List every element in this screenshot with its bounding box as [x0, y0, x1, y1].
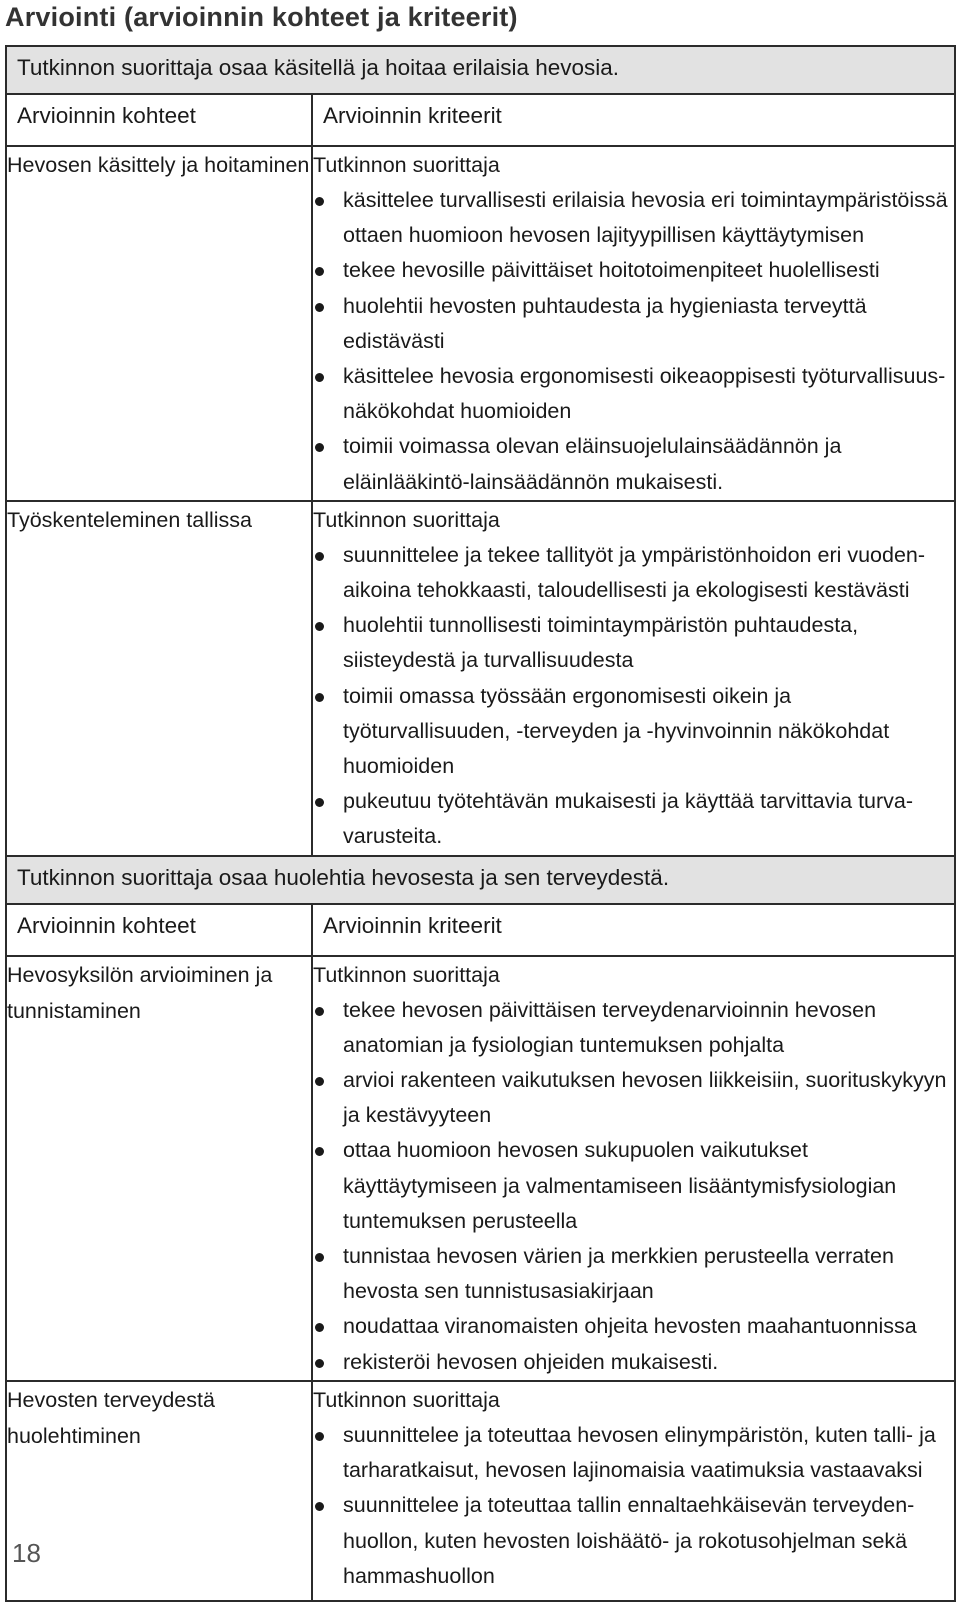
assessment-target: Työskenteleminen tallissa [6, 501, 312, 856]
list-item [313, 1239, 954, 1309]
bullet-icon [315, 303, 324, 312]
bullet-icon [315, 622, 324, 631]
criterion-text: rekisteröi hevosen ohjeiden mukaisesti. [343, 1349, 719, 1374]
list-item [313, 1345, 954, 1380]
criterion-text: huolehtii hevosten puhtaudesta ja hygieniasta terveyttä edistävästi [343, 293, 867, 353]
table-row [6, 146, 955, 501]
assessment-criteria [312, 501, 955, 856]
bullet-icon [315, 1077, 324, 1086]
bullet-icon [315, 1253, 324, 1262]
section-heading: Tutkinnon suorittaja osaa käsitellä ja hoitaa erilaisia hevosia. [6, 46, 955, 94]
list-item [313, 993, 954, 1063]
column-header-kriteerit: Arvioinnin kriteerit [312, 904, 955, 956]
list-item [313, 1309, 954, 1344]
criterion-text: ottaa huomioon hevosen sukupuolen vaikutukset käyttäytymiseen ja valmentamiseen lisääntymisfysiologian tuntemuksen perusteella [343, 1138, 897, 1233]
section-heading-row [6, 46, 955, 94]
column-header-kriteerit: Arvioinnin kriteerit [312, 94, 955, 146]
criterion-text: arvioi rakenteen vaikutuksen hevosen liikkeisiin, suorituskykyyn ja kestävyyteen [343, 1068, 947, 1128]
bullet-icon [315, 373, 324, 382]
criterion-text: toimii voimassa olevan eläinsuojelulainsäädännön ja eläinlääkintö-lainsäädännön mukaisesti. [343, 434, 842, 494]
criterion-text: tekee hevosen päivittäisen terveydenarvioinnin hevosen anatomian ja fysiologian tuntemuksen pohjalta [343, 997, 877, 1057]
criteria-list [313, 183, 954, 500]
page-number: 18 [12, 1538, 41, 1568]
column-header-kohteet: Arvioinnin kohteet [6, 94, 312, 146]
list-item [313, 1133, 954, 1239]
assessment-target: Hevosten terveydestä huolehtiminen [6, 1381, 312, 1601]
criteria-list [313, 993, 954, 1380]
criteria-intro: Tutkinnon suorittaja [313, 153, 500, 177]
page-title: Arviointi (arvioinnin kohteet ja kriteerit) [5, 2, 518, 32]
list-item [313, 183, 954, 253]
list-item [313, 679, 954, 785]
list-item [313, 359, 954, 429]
criterion-text: tekee hevosille päivittäiset hoitotoimenpiteet huolellisesti [343, 258, 880, 283]
list-item [313, 289, 954, 359]
criterion-text: suunnittelee ja toteuttaa tallin ennaltaehkäisevän terveyden-huollon, kuten hevosten loishäätö- ja rokotusohjelman sekä hammashuollon [343, 1493, 915, 1588]
criterion-text: noudattaa viranomaisten ohjeita hevosten maahantuonnissa [343, 1314, 917, 1339]
section-heading: Tutkinnon suorittaja osaa huolehtia hevosesta ja sen terveydestä. [6, 856, 955, 904]
assessment-target: Hevosen käsittely ja hoitaminen [6, 146, 312, 501]
criterion-text: suunnittelee ja tekee tallityöt ja ympäristönhoidon eri vuoden-aikoina tehokkaasti, taloudellisesti ja ekologisesti kestävästi [343, 542, 926, 603]
criterion-text: pukeutuu työtehtävän mukaisesti ja käyttää tarvittavia turva-varusteita. [343, 789, 914, 849]
section-heading-row [6, 856, 955, 904]
assessment-target: Hevosyksilön arvioiminen ja tunnistaminen [6, 956, 312, 1381]
criterion-text: huolehtii tunnollisesti toimintaympäristön puhtaudesta, siisteydestä ja turvallisuudesta [343, 613, 859, 673]
list-item [313, 1488, 954, 1594]
criteria-intro: Tutkinnon suorittaja [313, 1387, 500, 1412]
list-item [313, 253, 954, 288]
list-item [313, 1418, 954, 1488]
criteria-list [313, 538, 954, 855]
bullet-icon [315, 197, 324, 206]
column-header-row [6, 94, 955, 146]
bullet-icon [315, 1323, 324, 1332]
assessment-criteria [312, 956, 955, 1381]
list-item [313, 608, 954, 678]
bullet-icon [315, 1147, 324, 1156]
bullet-icon [315, 552, 324, 561]
bullet-icon [315, 1007, 324, 1016]
bullet-icon [315, 1359, 324, 1368]
table-row [6, 956, 955, 1381]
assessment-criteria [312, 1381, 955, 1601]
criterion-text: toimii omassa työssään ergonomisesti oikein ja työturvallisuuden, -terveyden ja -hyvinvoinnin näkökohdat huomioiden [343, 683, 890, 779]
list-item [313, 784, 954, 854]
bullet-icon [315, 1432, 324, 1441]
column-header-kohteet: Arvioinnin kohteet [6, 904, 312, 956]
bullet-icon [315, 267, 324, 276]
list-item [313, 538, 954, 608]
table-row [6, 1381, 955, 1601]
criterion-text: käsittelee turvallisesti erilaisia hevosia eri toimintaympäristöissä ottaen huomioon hevosen lajityypillisen käyttäytymisen [343, 188, 948, 248]
criteria-intro: Tutkinnon suorittaja [313, 962, 500, 987]
table-row [6, 501, 955, 856]
criteria-list [313, 1418, 954, 1594]
column-header-row [6, 904, 955, 956]
list-item [313, 1063, 954, 1133]
bullet-icon [315, 693, 324, 702]
criteria-intro: Tutkinnon suorittaja [313, 507, 500, 532]
list-item [313, 429, 954, 499]
bullet-icon [315, 1502, 324, 1511]
assessment-table [5, 45, 956, 1602]
criterion-text: tunnistaa hevosen värien ja merkkien perusteella verraten hevosta sen tunnistusasiakirjaan [343, 1244, 894, 1304]
bullet-icon [315, 443, 324, 452]
bullet-icon [315, 798, 324, 807]
criterion-text: käsittelee hevosia ergonomisesti oikeaoppisesti työturvallisuus-näkökohdat huomioiden [343, 364, 946, 424]
criterion-text: suunnittelee ja toteuttaa hevosen elinympäristön, kuten talli- ja tarharatkaisut, hevosen lajinomaisia vaatimuksia vastaavaksi [343, 1422, 936, 1483]
assessment-criteria [312, 146, 955, 501]
